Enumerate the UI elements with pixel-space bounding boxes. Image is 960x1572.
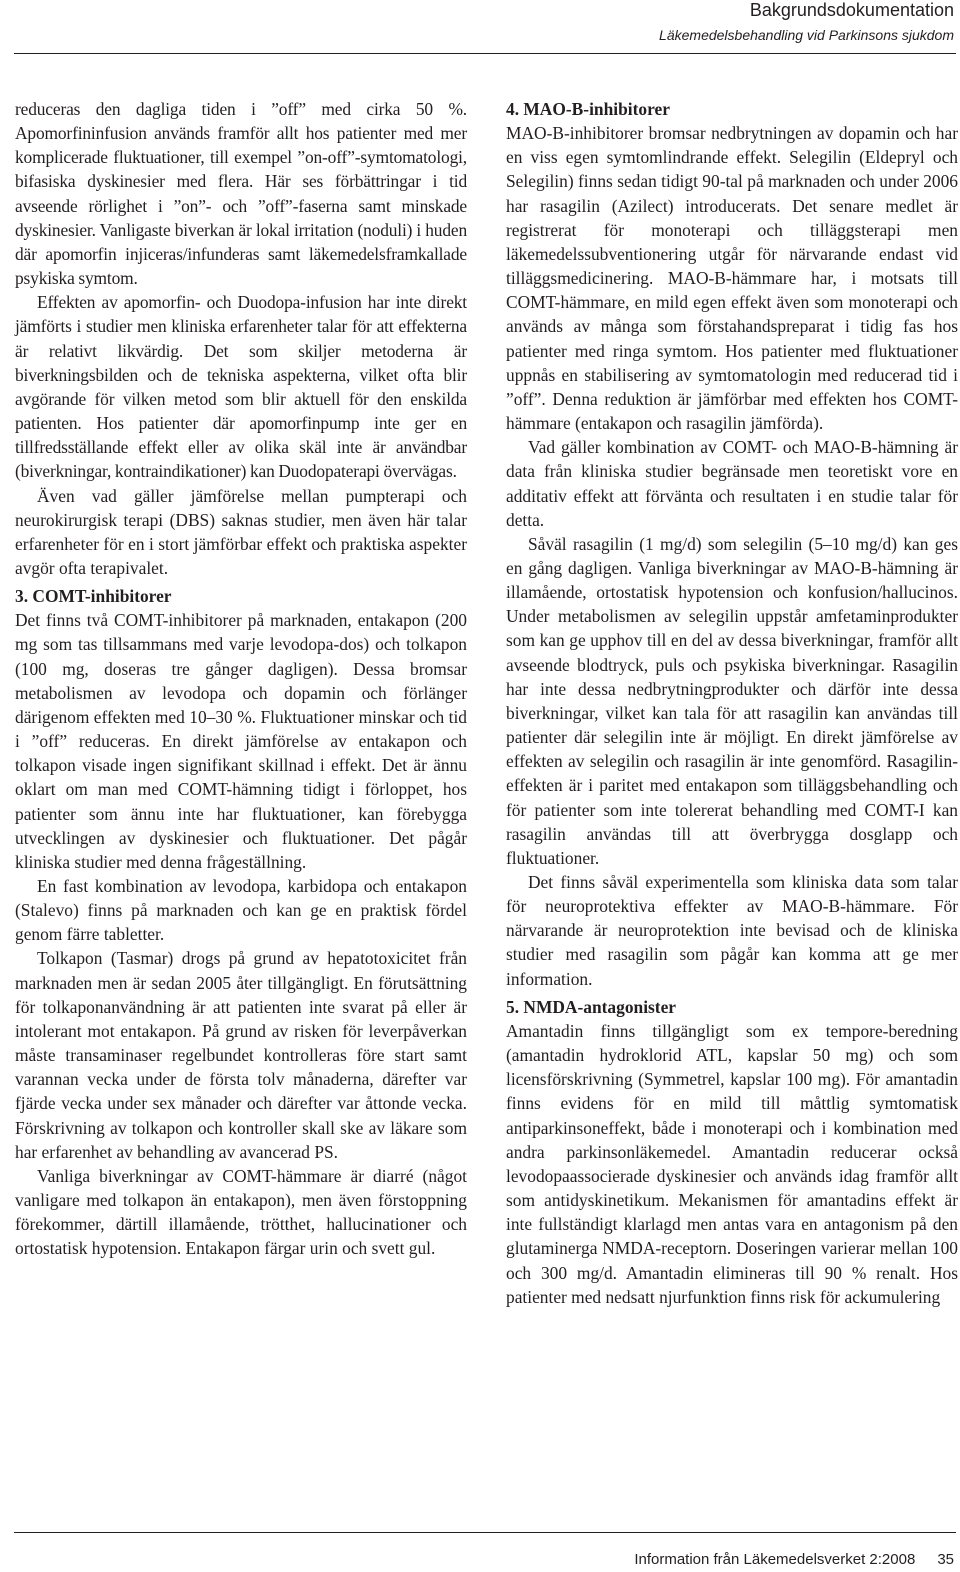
section-heading-mao-b: 4. MAO-B-inhibitorer bbox=[506, 99, 670, 119]
page-header bbox=[659, 0, 954, 44]
right-column bbox=[506, 97, 958, 1309]
paragraph: Vanliga biverkningar av COMT-hämmare är diarré (något vanligare med tolkapon än entakapon), men även förstoppning förekommer, därtill illamående, trötthet, hallucinationer och ortostatisk hypotension. Entakapon färgar urin och svett gul. bbox=[15, 1165, 467, 1259]
document-subtitle: Läkemedelsbehandling vid Parkinsons sjukdom bbox=[659, 27, 954, 43]
footer-source: Information från Läkemedelsverket 2:2008 bbox=[634, 1551, 916, 1568]
paragraph: Tolkapon (Tasmar) drogs på grund av hepatotoxicitet från marknaden men är sedan 2005 åter tillgängligt. En förutsättning för tolkaponanvändning är att patienten inte svarat på eller är intolerant mot entakapon. På grund av risken för leverpåverkan måste transaminaser regelbundet kontrolleras före start samt varannan vecka under de första tolv månaderna, därefter var fjärde vecka under sex månader och därefter var åttonde vecka. Förskrivning av tolkapon och kontroller skall ske av läkare som har erfarenhet av behandling av avancerad PS. bbox=[15, 948, 467, 1162]
left-column bbox=[15, 97, 467, 1261]
header-divider bbox=[14, 53, 956, 54]
paragraph: En fast kombination av levodopa, karbidopa och entakapon (Stalevo) finns på marknaden och kan ge en praktisk fördel genom färre tabletter. bbox=[15, 876, 467, 945]
paragraph: Det finns såväl experimentella som kliniska data som talar för neuroprotektiva effekter av MAO-B-hämmare. För närvarande är neuroprotektion inte bevisad och de kliniska studier med rasagilin som pågår kan komma att ge mer information. bbox=[506, 872, 958, 989]
document-type-title: Bakgrundsdokumentation bbox=[749, 0, 954, 20]
footer-divider bbox=[14, 1532, 956, 1533]
paragraph: MAO-B-inhibitorer bromsar nedbrytningen av dopamin och har en viss egen symtomlindrande effekt. Selegilin (Eldepryl och Selegilin) finns sedan tidigt 90-tal på marknaden och under 2006 har rasagilin (Azilect) introducerats. Det senare medlet är registrerat för monoterapi och tilläggsterapi men läkemedelssubventionering utgår för närvarande endast vid tilläggsmedicinering. MAO-B-hämmare har, i motsats till COMT-hämmare, en mild egen effekt även som monoterapi och används av många som förstahandspreparat i tidig fas hos patienter med ringa symtom. Hos patienter med fluktuationer uppnås en stabilisering av symtomatologin med reducerad tid i ”off”. Denna reduktion är jämförbar med effekten hos COMT-hämmare (entakapon och rasagilin jämförda). bbox=[506, 123, 958, 434]
page-number: 35 bbox=[937, 1551, 954, 1568]
section-heading-nmda: 5. NMDA-antagonister bbox=[506, 996, 677, 1017]
paragraph: reduceras den dagliga tiden i ”off” med cirka 50 %. Apomorfininfusion används framför allt hos patienter med mer komplicerade fluktuationer, till exempel ”on-off”-symtomatologi, bifasiska dyskinesier med flera. Här ses förbättringar i tid avseende rörlighet i ”on”- och ”off”-faserna samt minskade dyskinesier. Vanligaste biverkan är lokal irritation (noduli) i huden där apomorfin injiceras/infunderas samt läkemedelsframkallade psykiska symtom. bbox=[15, 99, 467, 289]
paragraph: Amantadin finns tillgängligt som ex tempore-beredning (amantadin hydroklorid ATL, kapslar 50 mg) och som licensförskrivning (Symmetrel, kapslar 100 mg). För amantadin finns evidens för en mild till måttlig symtomatisk antiparkinsoneffekt, både i monoterapi och i kombination med andra parkinsonläkemedel. Amantadin reducerar också levodopaassocierade dyskinesier och används idag framför allt som antidyskinetikum. Mekanismen för amantadins effekt är inte fullständigt klarlagd men antas vara en antagonism på den glutaminerga NMDA-receptorn. Doseringen varierar mellan 100 och 300 mg/d. Amantadin elimineras till 90 % renalt. Hos patienter med nedsatt njurfunktion finns risk för ackumulering bbox=[506, 1020, 958, 1307]
paragraph: Även vad gäller jämförelse mellan pumpterapi och neurokirurgisk terapi (DBS) saknas studier, men även här talar erfarenheter för en i stort jämförbar effekt och praktiska aspekter avgör ofta terapivalet. bbox=[15, 485, 467, 578]
page-footer bbox=[634, 1551, 954, 1568]
paragraph: Såväl rasagilin (1 mg/d) som selegilin (5–10 mg/d) kan ges en gång dagligen. Vanliga biverkningar av MAO-B-hämning är illamående, ortostatisk hypotension och konfusion/hallucinos. Under metabolismen av selegilin uppstår amfetaminprodukter som kan ge upphov till en del av dessa biverkningar, framför allt avseende blodtryck, puls och psykiska biverkningar. Rasagilin har inte dessa nedbrytningprodukter och därför inte dessa biverkningar, vilket kan tala för att rasagilin kan användas till patienter där selegilin inte är möjligt. En direkt jämförelse av effekten av selegilin och rasagilin är inte genomförd. Rasagilin-effekten är i paritet med entakapon som tilläggsbehandling och för patienter som inte tolererat behandling med COMT-I kan rasagilin användas till att överbrygga dosglapp och fluktuationer. bbox=[506, 533, 958, 868]
paragraph: Vad gäller kombination av COMT- och MAO-B-hämning är data från kliniska studier begränsade men teoretiskt vore en additativ effekt att förvänta och resultaten i en studie talar för detta. bbox=[506, 437, 958, 530]
section-heading-comt: 3. COMT-inhibitorer bbox=[15, 586, 172, 607]
paragraph: Det finns två COMT-inhibitorer på marknaden, entakapon (200 mg som tas tillsammans med varje levodopa-dos) och tolkapon (100 mg, doseras tre gånger dagligen). Dessa bromsar metabolismen av levodopa och dopamin och förlänger därigenom effekten med 10–30 %. Fluktuationer minskar och tid i ”off” reduceras. En direkt jämförelse av entakapon och tolkapon visade ingen signifikant skillnad i effekt. Det är ännu oklart om man med COMT-hämning tidigt i förloppet, hos patienter som ännu inte har fluktuationer, kan förebygga utvecklingen av dyskinesier och fluktuationer. Det pågår kliniska studier med denna frågeställning. bbox=[15, 610, 467, 872]
paragraph: Effekten av apomorfin- och Duodopa-infusion har inte direkt jämförts i studier men kliniska erfarenheter talar för att effekterna är relativt likvärdig. Det som skiljer metoderna är biverkningsbilden och de tekniska aspekterna, vilket ofta blir avgörande för vilken metod som blir aktuell för den enskilda patienten. Hos patienter där apomorfinpump inte ger en tillfredsställande effekt eller av olika skäl inte är användbar (biverkningar, kontraindikationer) kan Duodopaterapi övervägas. bbox=[15, 292, 467, 482]
